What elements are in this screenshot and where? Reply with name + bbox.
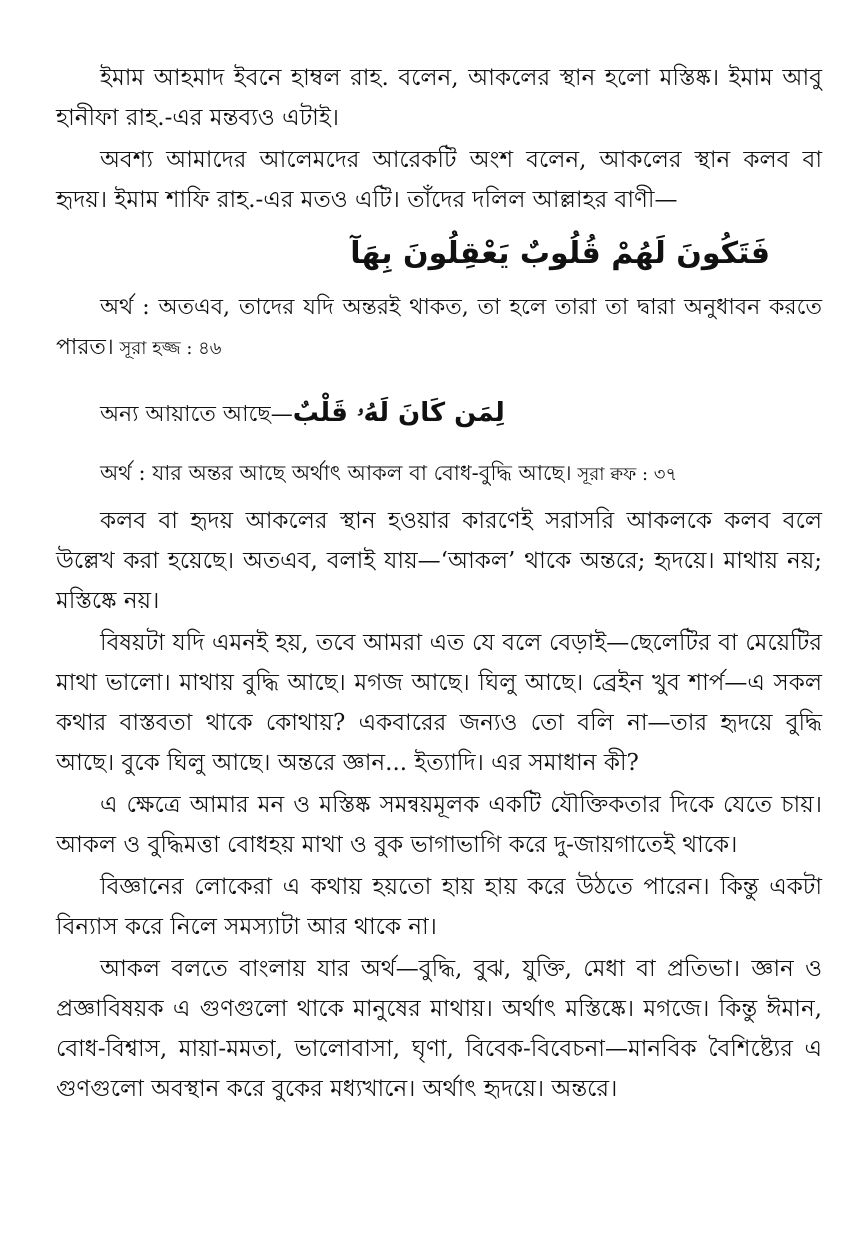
paragraph-science: বিজ্ঞানের লোকেরা এ কথায় হয়তো হায় হায় করে উঠতে পারেন। কিন্তু একটা বিন্যাস করে নিলে সমস্যাটা আর থাকে না। [56, 874, 822, 940]
paragraph-imam-ahmad: ইমাম আহমাদ ইবনে হাম্বল রাহ. বলেন, আকলের স্থান হলো মস্তিষ্ক। ইমাম আবু হানীফা রাহ.-এর মন্তব্যও এটাই। [56, 65, 822, 131]
verse-meaning-qaf [56, 453, 822, 495]
quran-verse-hajj: فَتَكُونَ لَهُمْ قُلُوبٌ يَعْقِلُونَ بِهَآ [350, 236, 770, 271]
verse-meaning-hajj [56, 288, 822, 369]
paragraph-reconciliation: এ ক্ষেত্রে আমার মন ও মস্তিষ্ক সমন্বয়মূলক একটি যৌক্তিকতার দিকে যেতে চায়। আকল ও বুদ্ধিমত্তা বোধহয় মাথা ও বুক ভাগাভাগি করে দু-জায়গাতেই থাকে। [56, 792, 822, 858]
verse-intro-text: অন্য আয়াতে আছে— [100, 402, 293, 427]
verse-intro-qaf [56, 389, 822, 439]
paragraph-imam-shafi: অবশ্য আমাদের আলেমদের আরেকটি অংশ বলেন, আকলের স্থান কলব বা হৃদয়। ইমাম শাফি রাহ.-এর মতও এটি। তাঁদের দলিল আল্লাহর বাণী— [56, 147, 822, 213]
verse-meaning-hajj-text: অর্থ : অতএব, তাদের যদি অন্তরই থাকত, তা হলে তারা তা দ্বারা অনুধাবন করতে পারত। [56, 295, 822, 360]
quran-verse-qaf: لِمَن كَانَ لَهُۥ قَلْبٌ [292, 398, 505, 428]
paragraph-aql-meaning: আকল বলতে বাংলায় যার অর্থ—বুদ্ধি, বুঝ, যুক্তি, মেধা বা প্রতিভা। জ্ঞান ও প্রজ্ঞাবিষয়ক এ গুণগুলো থাকে মানুষের মাথায়। অর্থাৎ মস্তিষ্কে। মগজে। কিন্তু ঈমান, বোধ-বিশ্বাস, মায়া-মমতা, ভালোবাসা, ঘৃণা, বিবেক-বিবেচনা—মানবিক বৈশিষ্ট্যের এ গুণগুলো অবস্থান করে বুকের মধ্যখানে। অর্থাৎ হৃদয়ে। অন্তরে। [56, 956, 822, 1102]
verse-reference-qaf: সূরা ক্বফ : ৩৭ [571, 464, 678, 485]
paragraph-brain-question: বিষয়টা যদি এমনই হয়, তবে আমরা এত যে বলে বেড়াই—ছেলেটির বা মেয়েটির মাথা ভালো। মাথায় বুদ্ধি আছে। মগজ আছে। ঘিলু আছে। ব্রেইন খুব শার্প—এ সকল কথার বাস্তবতা থাকে কোথায়? একবারের জন্যও তো বলি না—তার হৃদয়ে বুদ্ধি আছে। বুকে ঘিলু আছে। অন্তরে জ্ঞান... ইত্যাদি। এর সমাধান কী? [56, 630, 822, 776]
verse-meaning-qaf-text: অর্থ : যার অন্তর আছে অর্থাৎ আকল বা বোধ-বুদ্ধি আছে। [100, 461, 572, 485]
paragraph-qalb-aql: কলব বা হৃদয় আকলের স্থান হওয়ার কারণেই সরাসরি আকলকে কলব বলে উল্লেখ করা হয়েছে। অতএব, বলাই যায়—‘আকল’ থাকে অন্তরে; হৃদয়ে। মাথায় নয়; মস্তিষ্কে নয়। [56, 508, 822, 614]
verse-reference-hajj: সূরা হজ্জ : ৪৬ [113, 338, 222, 359]
